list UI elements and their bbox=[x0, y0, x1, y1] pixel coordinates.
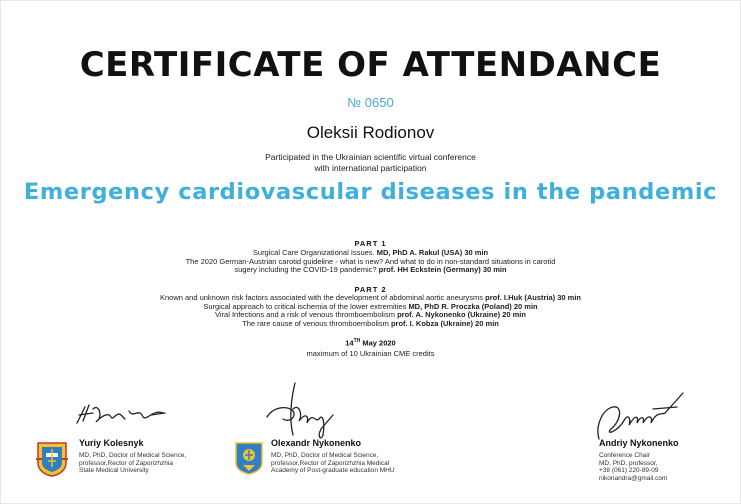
signer-a-nykonenko bbox=[599, 438, 679, 482]
participation-line-2: with international participation bbox=[314, 163, 427, 173]
part1-lines bbox=[1, 249, 740, 275]
part1-line: sugery including the COVID-19 pandemic? prof. HH Eckstein (Germany) 30 min bbox=[234, 265, 507, 274]
signature-a-nykonenko bbox=[591, 385, 691, 445]
signature-o-nykonenko bbox=[263, 379, 363, 443]
part1-line: The 2020 German-Austrian carotid guideline - what is new? And what to do in non-standard situations in carotid bbox=[185, 256, 556, 266]
participation-line-1: Participated in the Ukrainian scientific virtual conference bbox=[265, 152, 476, 162]
signer-kolesnyk bbox=[79, 438, 186, 475]
signer-description: MD, PhD, Doctor of Medical Science, professor,Rector of Zaporizhzhia State Medical University bbox=[79, 452, 187, 474]
signer-name: Olexandr Nykonenko bbox=[271, 438, 362, 448]
part1-line: Surgical Care Organizational Issues. MD, PhD A. Rakul (USA) 30 min bbox=[252, 248, 489, 257]
certificate-title: CERTIFICATE OF ATTENDANCE bbox=[79, 45, 662, 85]
part2-title: PART 2 bbox=[354, 285, 387, 294]
signer-name: Andriy Nykonenko bbox=[599, 438, 679, 448]
part2-lines bbox=[1, 294, 740, 328]
signer-name: Yuriy Kolesnyk bbox=[79, 438, 144, 448]
signature-kolesnyk bbox=[73, 399, 173, 431]
part2-line: Viral Infections and a risk of venous thromboembolism prof. A. Nykonenko (Ukraine) 20 min bbox=[215, 310, 526, 319]
participation-statement bbox=[1, 152, 740, 174]
part2-line: Known and unknown risk factors associated with the development of abdominal aortic aneurysms prof. I.Huk (Austria) 30 min bbox=[159, 293, 582, 302]
recipient-name: Oleksii Rodionov bbox=[306, 123, 435, 142]
event-date: 14TH May 2020 bbox=[345, 338, 396, 348]
cme-credits: maximum of 10 Ukrainian CME credits bbox=[306, 349, 435, 358]
part1-title: PART 1 bbox=[354, 239, 387, 248]
conference-topic: Emergency cardiovascular diseases in the pandemic bbox=[23, 179, 718, 205]
certificate-number: № 0650 bbox=[347, 95, 394, 110]
signer-description: Conference Chair MD, PhD, professor, +38 (061) 220-89-09 nikonandra@gmail.com bbox=[599, 452, 668, 482]
university-emblem-icon bbox=[36, 441, 68, 477]
academy-emblem-icon bbox=[234, 441, 264, 475]
part2-line: Surgical approach to critical ischemia of the lower extremities MD, PhD R. Proczka (Poland) 20 min bbox=[203, 301, 538, 311]
part2-line: The rare cause of venous thromboembolism prof. I. Kobza (Ukraine) 20 min bbox=[242, 318, 499, 328]
signer-description: MD, PhD, Doctor of Medical Science, professor,Rector of Zaporizhzhia Medical Academy of Post-graduate education MHU bbox=[271, 452, 395, 474]
signer-o-nykonenko bbox=[271, 438, 395, 475]
